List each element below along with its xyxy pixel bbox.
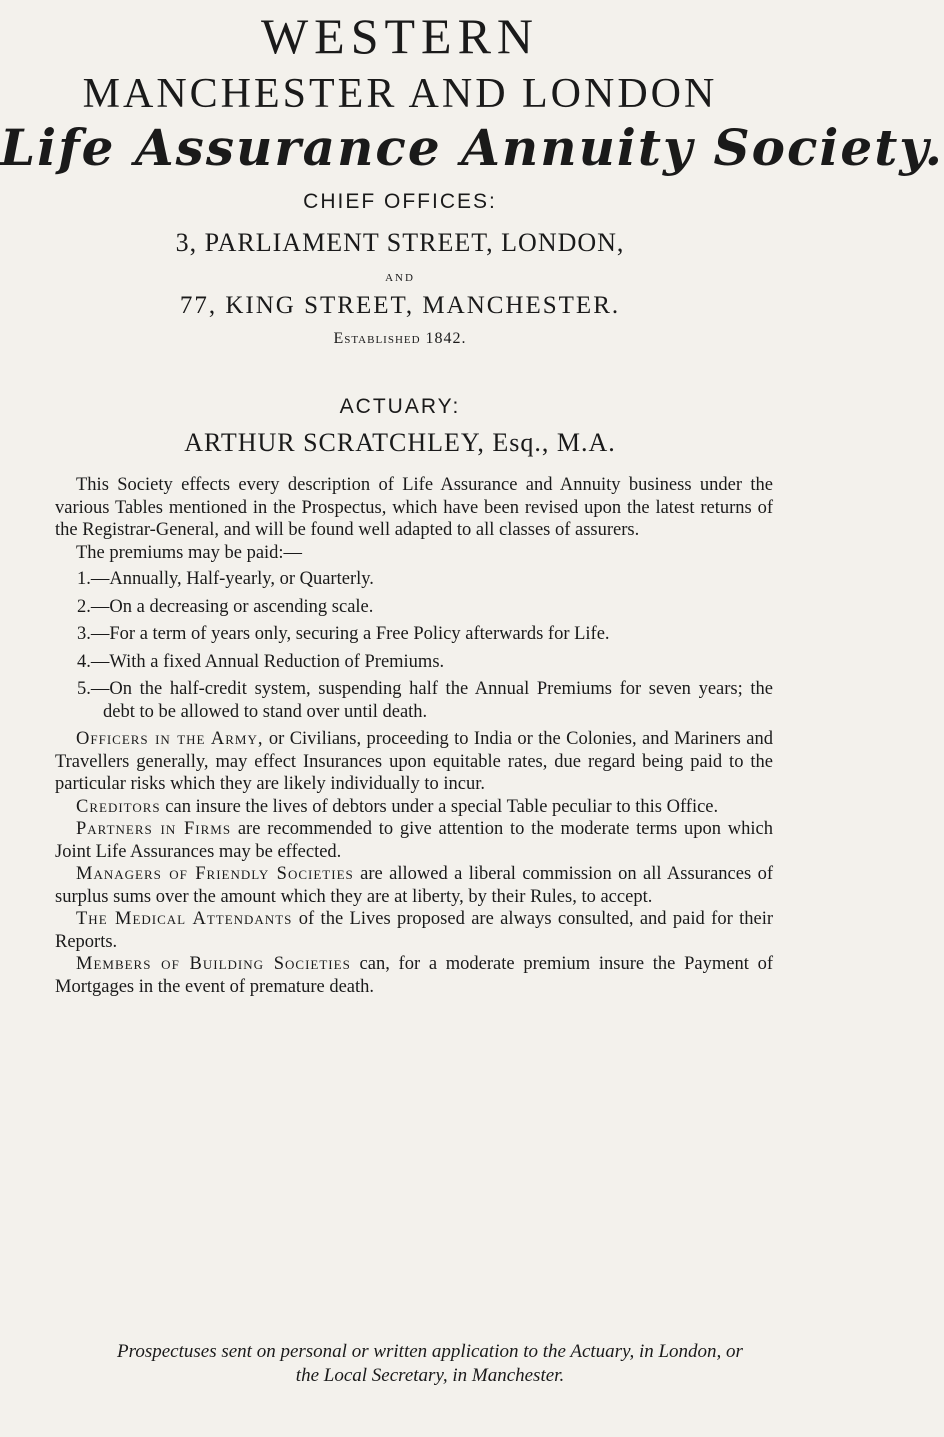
address-manchester: 77, KING STREET, MANCHESTER. — [179, 292, 621, 319]
premiums-lead: The premiums may be paid:— — [76, 542, 303, 563]
medical-text: of the Lives proposed are always consulted, and paid for their Reports. — [55, 909, 774, 952]
members-text: can, for a moderate premium insure the Payment of Mortgages in the event of premature death. — [55, 954, 773, 997]
members-paragraph — [55, 953, 773, 998]
chief-offices-label: CHIEF OFFICES: — [303, 190, 497, 213]
creditors-lead: Creditors — [76, 796, 161, 817]
members-lead: Members of Building Societies — [76, 954, 351, 974]
partners-paragraph — [55, 818, 773, 863]
premium-option-2: 2.—On a decreasing or ascending scale. — [77, 596, 374, 617]
officers-text: or Civilians, proceeding to India or the Colonies, and Mariners and Travellers generally, may effect Insurances upon equitable rates, due regard being paid to the particular risks which they are likely individually to incur. — [55, 729, 774, 794]
title-manchester-london: MANCHESTER AND LONDON — [82, 71, 718, 117]
address-london: 3, PARLIAMENT STREET, LONDON, — [175, 228, 625, 257]
medical-lead: The Medical Attendants — [76, 909, 293, 929]
premium-option-1: 1.—Annually, Half-yearly, or Quarterly. — [77, 569, 374, 589]
title-western: WESTERN — [260, 8, 540, 64]
established-date: Established 1842. — [333, 330, 467, 347]
partners-lead: Partners in Firms — [76, 819, 232, 839]
body-text — [55, 474, 773, 998]
premium-option-4: 4.—With a fixed Annual Reduction of Premiums. — [77, 651, 445, 672]
creditors-paragraph — [55, 796, 773, 819]
prospectuses-note: Prospectuses sent on personal or written application to the Actuary, in London, or the Local Secretary, in Manchester. — [117, 1341, 743, 1386]
partners-text: are recommended to give attention to the moderate terms upon which Joint Life Assurances may be effected. — [55, 819, 773, 862]
creditors-text: can insure the lives of debtors under a special Table peculiar to this Office. — [160, 796, 719, 817]
premium-option-3: 3.—For a term of years only, securing a Free Policy afterwards for Life. — [77, 624, 610, 644]
managers-paragraph — [55, 863, 773, 908]
managers-text: are allowed a liberal commission on all Assurances of surplus sums over the amount which they are at liberty, by their Rules, to accept. — [55, 864, 773, 907]
intro-paragraph: This Society effects every description of Life Assurance and Annuity business under the various Tables mentioned in the Prospectus, which have been revised upon the latest returns of the Registrar-General, and will be found well adapted to all classes of assurers. — [55, 475, 773, 540]
managers-lead: Managers of Friendly Societies — [76, 864, 354, 884]
officers-paragraph — [55, 728, 773, 796]
society-name: Life Assurance Annuity Society. — [0, 118, 944, 177]
medical-paragraph — [55, 908, 773, 953]
officers-lead: Officers in the Army, — [76, 729, 264, 749]
actuary-name: ARTHUR SCRATCHLEY, Esq., M.A. — [184, 428, 616, 457]
actuary-label: ACTUARY: — [339, 395, 461, 418]
premium-option-5: 5.—On the half-credit system, suspending half the Annual Premiums for seven years; the debt to be allowed to stand over until death. — [77, 679, 773, 722]
address-and: AND — [385, 272, 415, 284]
